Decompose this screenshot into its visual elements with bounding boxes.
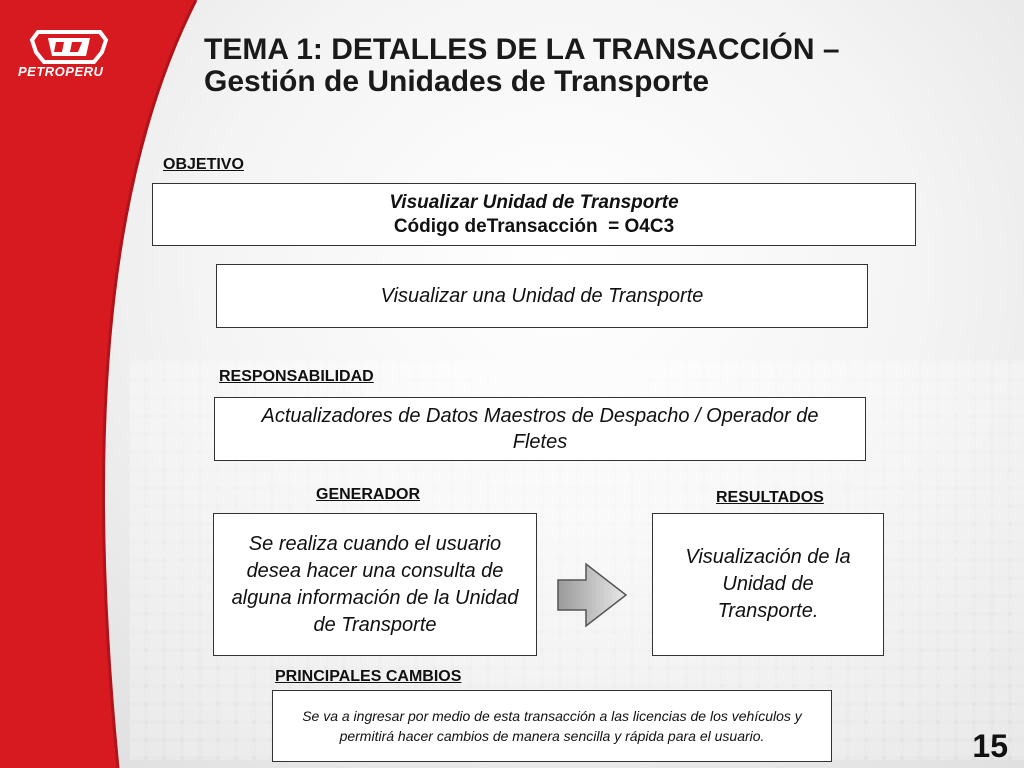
generador-label: GENERADOR xyxy=(316,486,421,503)
generador-box xyxy=(213,513,537,656)
responsabilidad-text: Actualizadores de Datos Maestros de Despacho / Operador de Fletes xyxy=(261,405,819,453)
objetivo-line-2: Código deTransacción = O4C3 xyxy=(393,215,675,237)
page-number: 15 xyxy=(972,728,1008,764)
principales-cambios-box xyxy=(272,690,832,762)
slide-title: TEMA 1: DETALLES DE LA TRANSACCIÓN – Gestión de Unidades de Transporte xyxy=(204,33,840,98)
objetivo-line-1: Visualizar Unidad de Transporte xyxy=(389,191,679,213)
objetivo-label: OBJETIVO xyxy=(163,156,244,173)
logo-wordmark: PETROPERU xyxy=(18,64,104,79)
resultados-label: RESULTADOS xyxy=(716,489,824,506)
objetivo-box xyxy=(152,183,916,246)
arrow-right-icon xyxy=(556,562,628,628)
responsabilidad-box xyxy=(214,397,866,461)
resultados-text: Visualización de la Unidad de Transporte. xyxy=(685,546,851,622)
objetivo-description: Visualizar una Unidad de Transporte xyxy=(380,284,704,307)
responsabilidad-label: RESPONSABILIDAD xyxy=(219,368,374,385)
red-side-band xyxy=(0,0,210,768)
generador-text: Se realiza cuando el usuario desea hacer una consulta de alguna información de la Unidad de Transporte xyxy=(231,532,519,636)
principales-cambios-label: PRINCIPALES CAMBIOS xyxy=(275,668,462,685)
principales-cambios-text: Se va a ingresar por medio de esta transacción a las licencias de los vehículos y permitirá hacer cambios de manera sencilla y rápida para el usuario. xyxy=(302,708,802,744)
resultados-box xyxy=(652,513,884,656)
objetivo-description-box xyxy=(216,264,868,328)
